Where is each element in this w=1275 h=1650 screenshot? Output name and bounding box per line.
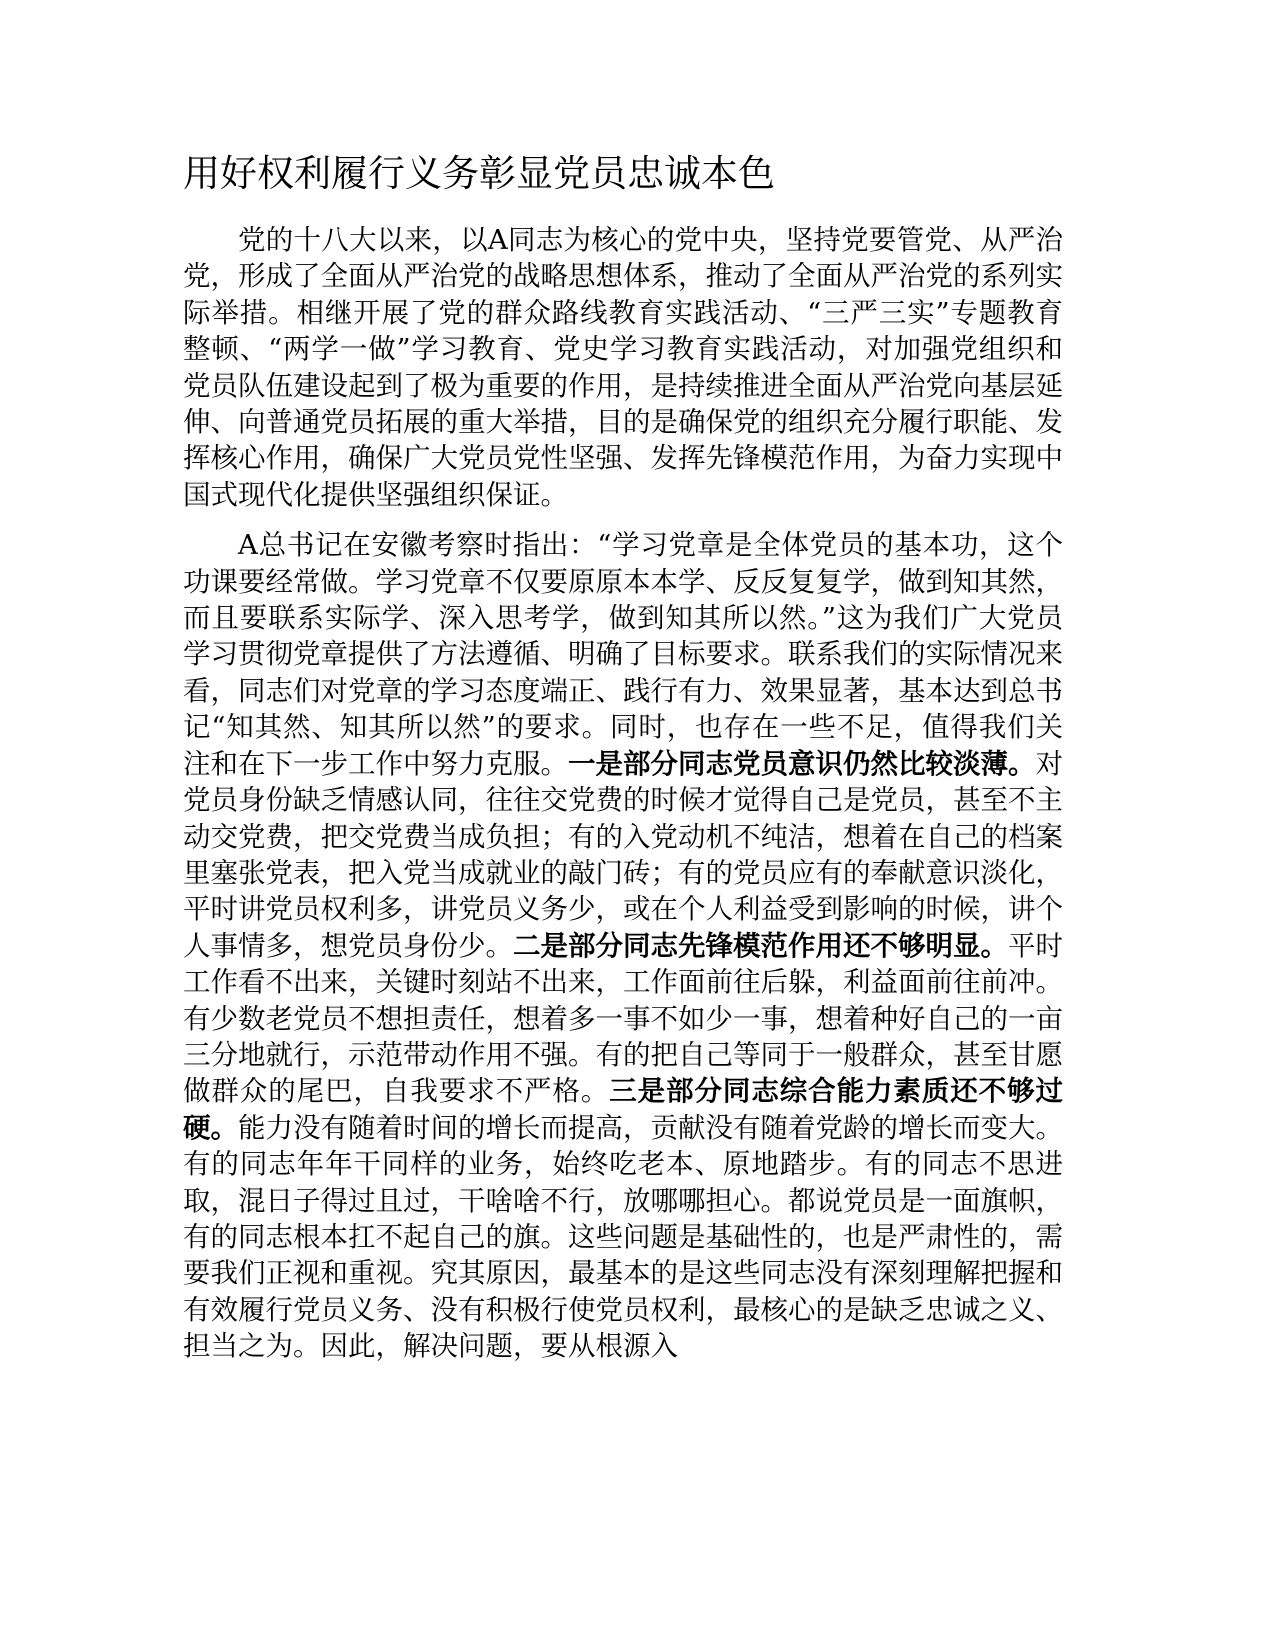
document-title: 用好权利履行义务彰显党员忠诚本色: [183, 152, 775, 195]
paragraph-intro: [183, 222, 1063, 513]
paragraph-text: 平时工作看不出来，关键时刻站不出来，工作面前往后躲，利益面前往前冲。有少数老党员不想担责任，想着多一事不如少一事，想着种好自己的一亩三分地就行，示范带动作用不强。有的把自己等同于一般群众，甚至甘愿做群众的尾巴，自我要求不严格。: [183, 929, 1063, 1108]
paragraph-text: A总书记在安徽考察时指出：“学习党章是全体党员的基本功，这个功课要经常做。学习党章不仅要原原本本学、反反复复学，做到知其然，而且要联系实际学、深入思考学，做到知其所以然。”这为我们广大党员学习贯彻党章提供了方法遵循、明确了目标要求。联系我们的实际情况来看，同志们对党章的学习态度端正、践行有力、效果显著，基本达到总书记“知其然、知其所以然”的要求。同时，也存在一些不足，值得我们关注和在下一步工作中努力克服。: [183, 529, 1063, 780]
bold-heading-problem-3: 三是部分同志综合能力素质还不够过硬。: [183, 1075, 1063, 1144]
bold-heading-problem-2: 二是部分同志先锋模范作用还不够明显。: [513, 929, 1008, 962]
paragraph-text: 对党员身份缺乏情感认同，往往交党费的时候才觉得自己是党员，甚至不主动交党费，把交党费当成负担；有的入党动机不纯洁，想着在自己的档案里塞张党表，把入党当成就业的敲门砖；有的党员应有的奉献意识淡化，平时讲党员权利多，讲党员义务少，或在个人利益受到影响的时候，讲个人事情多，想党员身份少。: [183, 747, 1063, 962]
bold-heading-problem-1: 一是部分同志党员意识仍然比较淡薄。: [568, 747, 1036, 780]
paragraph-text: 能力没有随着时间的增长而提高，贡献没有随着党龄的增长而变大。有的同志年年干同样的业务，始终吃老本、原地踏步。有的同志不思进取，混日子得过且过，干啥啥不行，放哪哪担心。都说党员是一面旗帜，有的同志根本扛不起自己的旗。这些问题是基础性的，也是严肃性的，需要我们正视和重视。究其原因，最基本的是这些同志没有深刻理解把握和有效履行党员义务、没有积极行使党员权利，最核心的是缺乏忠诚之义、担当之为。因此，解决问题，要从根源入: [183, 1111, 1063, 1363]
paragraph-text: 党的十八大以来，以A同志为核心的党中央，坚持党要管党、从严治党，形成了全面从严治党的战略思想体系，推动了全面从严治党的系列实际举措。相继开展了党的群众路线教育实践活动、“三严三实”专题教育整顿、“两学一做”学习教育、党史学习教育实践活动，对加强党组织和党员队伍建设起到了极为重要的作用，是持续推进全面从严治党向基层延伸、向普通党员拓展的重大举措，目的是确保党的组织充分履行职能、发挥核心作用，确保广大党员党性坚强、发挥先锋模范作用，为奋力实现中国式现代化提供坚强组织保证。: [183, 224, 1063, 511]
paragraph-problems: [183, 527, 1063, 1364]
document-body: [183, 222, 1063, 1365]
